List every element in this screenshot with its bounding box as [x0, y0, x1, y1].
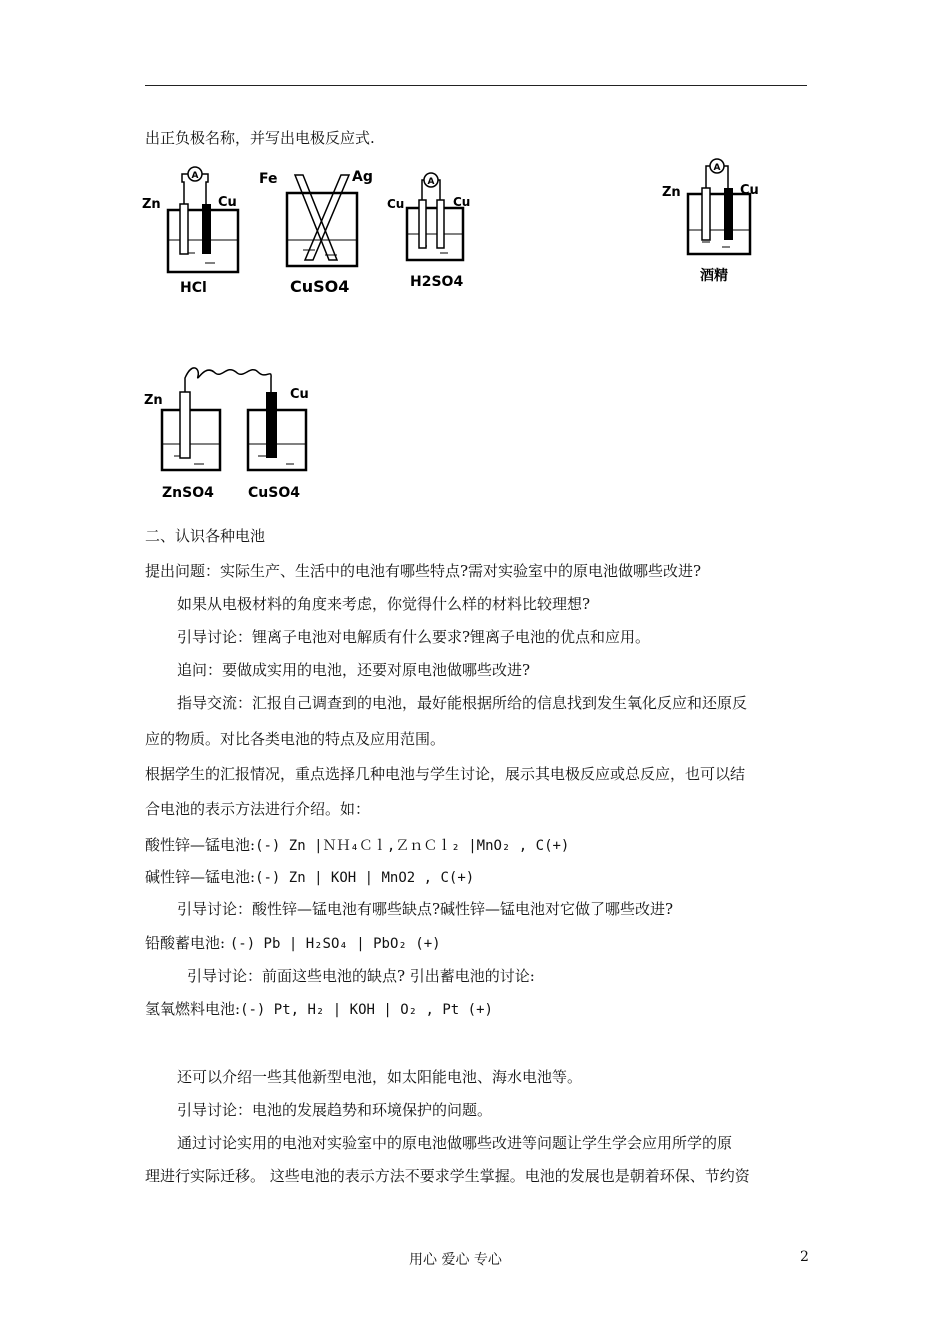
para-discussion-storage: 引导讨论：前面这些电池的缺点? 引出蓄电池的讨论:	[187, 967, 535, 985]
left-electrode-label: Zn	[142, 197, 161, 212]
para-summary-2: 理进行实际迁移。 这些电池的表示方法不要求学生掌握。电池的发展也是朝着环保、节约资	[145, 1167, 750, 1185]
para-report-2: 合电池的表示方法进行介绍。如：	[145, 800, 371, 818]
right-electrode-label: Cu	[218, 195, 237, 210]
battery-acidic-zn-mn	[145, 835, 569, 856]
right-electrode-label: Cu	[453, 195, 471, 209]
header-rule	[145, 85, 807, 86]
figure-zn-cu-alcohol	[660, 152, 775, 287]
battery-name: 氢氧燃料电池:	[145, 1000, 241, 1018]
para-electrode-material: 如果从电极材料的角度来考虑，你觉得什么样的材料比较理想?	[177, 595, 591, 613]
left-electrode-label: Cu	[387, 197, 405, 211]
cu-electrode-left	[419, 200, 426, 248]
solution-label: HCl	[180, 280, 207, 296]
para-summary-1: 通过讨论实用的电池对实验室中的原电池做哪些改进等问题让学生学会应用所学的原	[177, 1134, 733, 1152]
solution-label: H2SO4	[410, 274, 464, 290]
intro-line: 出正负极名称，并写出电极反应式.	[145, 129, 375, 147]
para-new-batteries: 还可以介绍一些其他新型电池，如太阳能电池、海水电池等。	[177, 1068, 583, 1086]
battery-hydrogen-oxygen	[145, 999, 493, 1020]
page-number: 2	[800, 1249, 809, 1265]
para-followup: 追问：要做成实用的电池，还要对原电池做哪些改进?	[177, 661, 531, 679]
para-guidance-2: 应的物质。对比各类电池的特点及应用范围。	[145, 730, 446, 748]
coiled-wire	[185, 368, 271, 392]
cu-electrode	[202, 204, 211, 254]
ammeter-label: A	[427, 177, 435, 187]
para-report-1: 根据学生的汇报情况，重点选择几种电池与学生讨论，展示其电极反应或总反应，也可以结	[145, 765, 746, 783]
zn-electrode	[702, 188, 710, 240]
battery-name: 铅酸蓄电池:	[145, 934, 226, 952]
battery-alkaline-zn-mn	[145, 867, 474, 888]
battery-formula: (-) Pt, H₂ | KOH | O₂ , Pt (+)	[240, 1002, 493, 1018]
cu-electrode	[266, 392, 277, 458]
zn-electrode	[180, 392, 190, 458]
cu-electrode	[724, 188, 733, 240]
battery-formula: (-) Pb | H₂SO₄ | PbO₂ (+)	[229, 936, 441, 952]
battery-formula: (-) Zn | KOH | MnO2 , C(+)	[255, 870, 475, 886]
para-question: 提出问题：实际生产、生活中的电池有哪些特点?需对实验室中的原电池做哪些改进?	[145, 562, 702, 580]
beaker-left	[162, 410, 220, 470]
battery-name: 酸性锌—锰电池:	[145, 836, 256, 854]
footer-motto: 用心 爱心 专心	[409, 1252, 502, 1268]
solution-label: 酒精	[700, 268, 728, 284]
right-electrode-label: Cu	[290, 387, 309, 402]
ammeter-label: A	[713, 163, 721, 173]
left-electrode-label: Zn	[662, 185, 681, 200]
battery-name: 碱性锌—锰电池:	[145, 868, 256, 886]
left-electrode-label: Fe	[259, 171, 278, 187]
figure-cu-cu-h2so4	[385, 168, 485, 293]
left-electrode-label: Zn	[144, 393, 163, 408]
solution-label: CuSO4	[290, 277, 350, 296]
zn-electrode	[180, 204, 188, 254]
section-heading: 二、认识各种电池	[145, 527, 266, 545]
ammeter-label: A	[191, 171, 199, 181]
solution-right-label: CuSO4	[248, 485, 300, 501]
battery-formula: (-) Zn |ＮＨ₄Ｃｌ,ＺｎＣｌ₂ |MnO₂ , C(+)	[255, 838, 570, 854]
right-electrode-label: Ag	[352, 169, 373, 185]
para-lithium-discussion: 引导讨论：锂离子电池对电解质有什么要求?锂离子电池的优点和应用。	[177, 628, 651, 646]
solution-left-label: ZnSO4	[162, 485, 214, 501]
beaker	[287, 193, 357, 266]
para-discussion-zn-mn: 引导讨论：酸性锌—锰电池有哪些缺点?碱性锌—锰电池对它做了哪些改进?	[177, 900, 674, 918]
wire	[422, 180, 424, 200]
figure-fe-ag-cuso4	[255, 165, 380, 300]
battery-lead-acid	[145, 933, 441, 954]
para-guidance-1: 指导交流：汇报自己调查到的电池，最好能根据所给的信息找到发生氧化反应和还原反	[177, 694, 748, 712]
figure-zn-cu-hcl	[140, 160, 250, 300]
right-electrode-label: Cu	[740, 183, 759, 198]
cu-electrode-right	[437, 200, 444, 248]
figure-zn-cu-two-beakers	[140, 360, 325, 505]
wire	[438, 180, 440, 200]
beaker	[688, 194, 750, 254]
para-trend-discussion: 引导讨论：电池的发展趋势和环境保护的问题。	[177, 1101, 493, 1119]
